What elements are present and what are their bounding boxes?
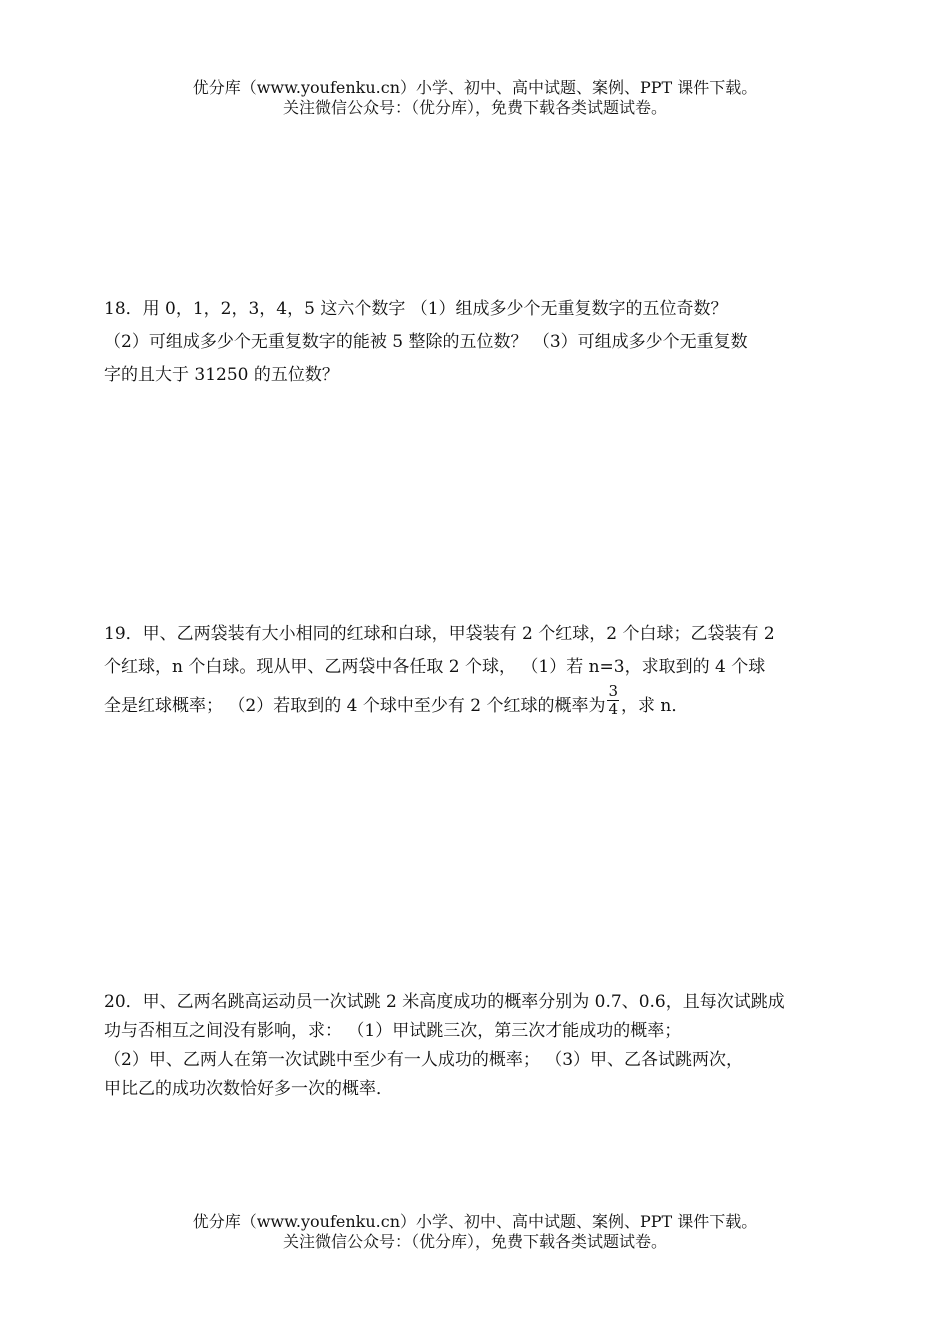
question-18-line-2: （2）可组成多少个无重复数字的能被 5 整除的五位数？ （3）可组成多少个无重复数 (104, 332, 748, 352)
question-18-line-1: 18．用 0，1，2，3，4，5 这六个数字 （1）组成多少个无重复数字的五位奇数？ (104, 299, 728, 319)
page-footer (0, 1212, 950, 1252)
question-19-line-3-text: 全是红球概率； （2）若取到的 4 个球中至少有 2 个红球的概率为 (104, 696, 606, 716)
fraction-three-quarters (607, 683, 619, 718)
question-19 (104, 618, 856, 728)
question-19-line-1: 19．甲、乙两袋装有大小相同的红球和白球，甲袋装有 2 个红球，2 个白球；乙袋装有 2 (104, 624, 775, 644)
fraction-numerator: 3 (608, 682, 619, 700)
question-19-line-2: 个红球，n 个白球。现从甲、乙两袋中各任取 2 个球， （1）若 n=3，求取到的 4 个球 (104, 657, 766, 677)
header-line-2: 关注微信公众号：（优分库），免费下载各类试题试卷。 (282, 98, 667, 117)
header-line-1: 优分库（www.youfenku.cn）小学、初中、高中试题、案例、PPT 课件下载。 (192, 78, 758, 97)
question-20-line-4: 甲比乙的成功次数恰好多一次的概率． (104, 1079, 393, 1099)
question-20-line-2: 功与否相互之间没有影响，求： （1）甲试跳三次，第三次才能成功的概率； (104, 1021, 682, 1041)
fraction-denominator: 4 (608, 700, 619, 718)
question-18-line-3: 字的且大于 31250 的五位数？ (104, 365, 339, 385)
question-20 (104, 988, 856, 1104)
question-20-line-3: （2）甲、乙两人在第一次试跳中至少有一人成功的概率； （3）甲、乙各试跳两次， (104, 1050, 744, 1070)
question-19-line-3-end: ，求 n． (621, 696, 689, 716)
question-18 (104, 293, 856, 392)
page-header (0, 78, 950, 118)
question-20-line-1: 20．甲、乙两名跳高运动员一次试跳 2 米高度成功的概率分别为 0.7、0.6，且每次试跳成 (104, 992, 785, 1012)
footer-line-2: 关注微信公众号：（优分库），免费下载各类试题试卷。 (282, 1232, 667, 1251)
footer-line-1: 优分库（www.youfenku.cn）小学、初中、高中试题、案例、PPT 课件下载。 (192, 1212, 758, 1231)
question-19-line-3 (104, 684, 856, 728)
